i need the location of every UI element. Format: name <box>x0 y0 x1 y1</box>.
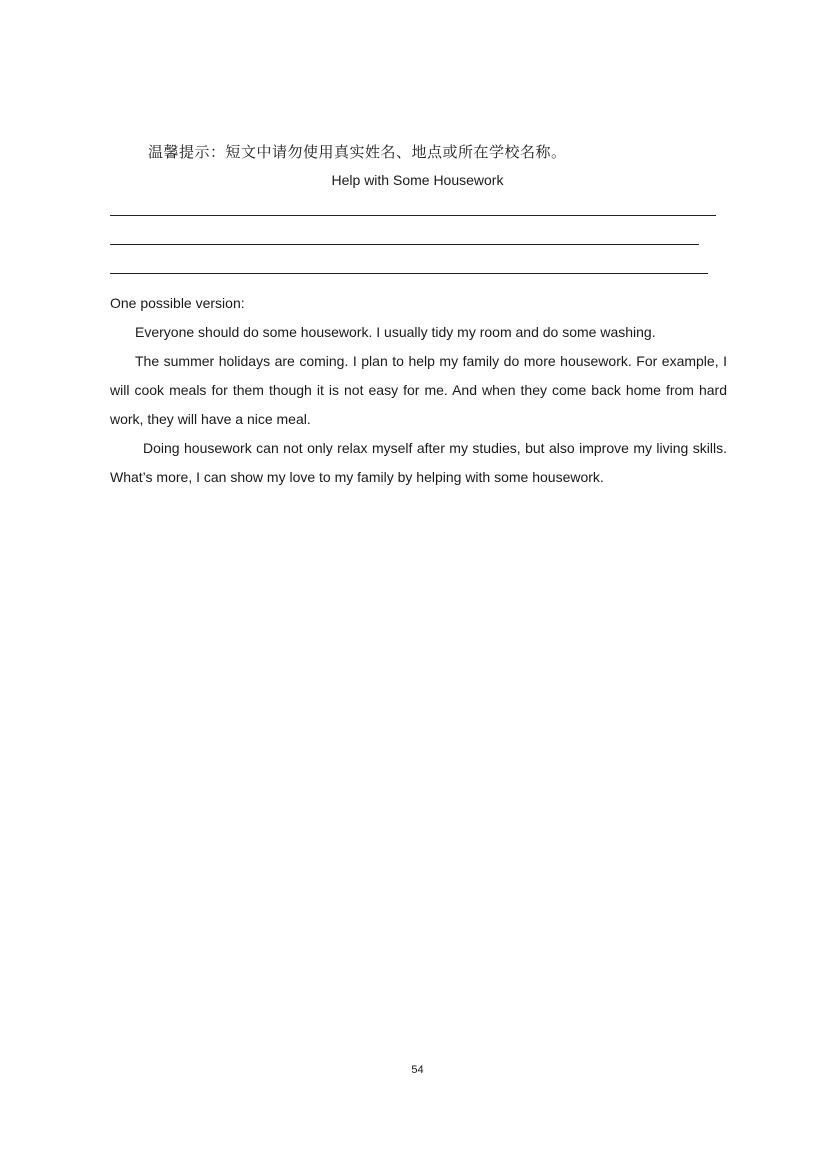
page-number: 54 <box>411 1064 424 1076</box>
essay-title: Help with Some Housework <box>331 172 504 188</box>
paragraph-2: The summer holidays are coming. I plan to help my family do more housework. For example, I will cook meals for them though it is not easy for me. And when they come back home from hard work, they will have a nice meal. <box>110 353 727 427</box>
answer-line-1 <box>110 215 716 216</box>
answer-line-3 <box>110 273 708 274</box>
answer-line-2 <box>110 244 699 245</box>
paragraph-1: Everyone should do some housework. I usually tidy my room and do some washing. <box>135 324 656 340</box>
answer-label: One possible version: <box>110 295 245 311</box>
paragraph-3: Doing housework can not only relax myself after my studies, but also improve my living skills. What’s more, I can show my love to my family by helping with some housework. <box>110 440 727 485</box>
writing-tip: 温馨提示：短文中请勿使用真实姓名、地点或所在学校名称。 <box>148 143 567 161</box>
